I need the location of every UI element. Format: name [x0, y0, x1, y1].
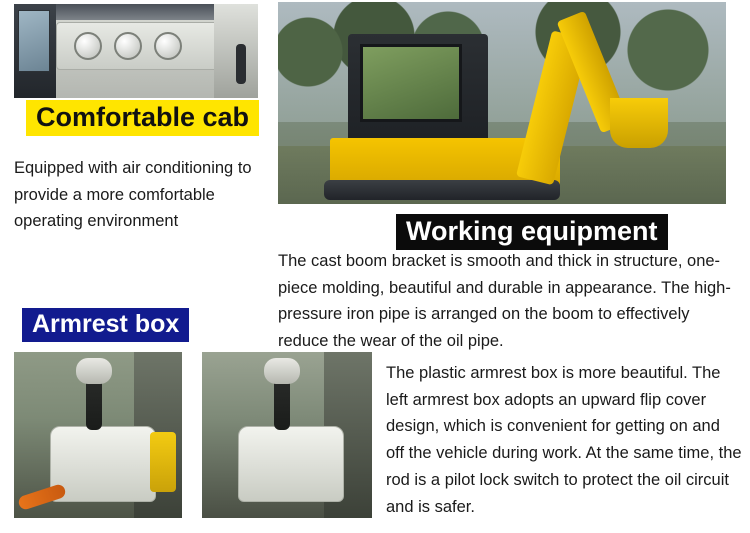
- cab-lever-shape: [236, 44, 246, 84]
- lever-knob-shape: [76, 358, 112, 384]
- working-equipment-photo: [278, 2, 726, 204]
- armrest-box-description: The plastic armrest box is more beautiful. The left armrest box adopts an upward flip cover design, which is convenient for getting on and off the vehicle during work. At the same time, the rod is a pilot lock switch to protect the oil circuit and is safer.: [386, 364, 742, 516]
- armrest-box-photo-right: [202, 352, 372, 518]
- armrest-console-shape: [50, 426, 156, 502]
- excavator-track-shape: [324, 180, 560, 200]
- comfortable-cab-heading: Comfortable cab: [26, 100, 259, 136]
- comfortable-cab-photo: [14, 4, 258, 98]
- lever-knob-shape: [264, 358, 300, 384]
- comfortable-cab-description: Equipped with air conditioning to provide a more comfortable operating environment: [14, 159, 252, 231]
- armrest-box-photo-left: [14, 352, 182, 518]
- gauge-icon: [74, 32, 102, 60]
- orange-handle-shape: [17, 483, 67, 511]
- armrest-box-heading: Armrest box: [22, 308, 189, 342]
- working-equipment-description: The cast boom bracket is smooth and thick in structure, one-piece molding, beautiful and durable in appearance. The high-pressure iron pipe is arranged on the boom to effectively reduce the wear of the oil pipe.: [278, 252, 731, 351]
- excavator-bucket-shape: [610, 98, 668, 148]
- gauge-icon: [154, 32, 182, 60]
- cab-window-shape: [18, 10, 50, 72]
- excavator-cab-window-shape: [360, 44, 462, 122]
- gauge-icon: [114, 32, 142, 60]
- yellow-panel-shape: [150, 432, 176, 492]
- working-equipment-heading: Working equipment: [396, 214, 668, 250]
- armrest-console-shape: [238, 426, 344, 502]
